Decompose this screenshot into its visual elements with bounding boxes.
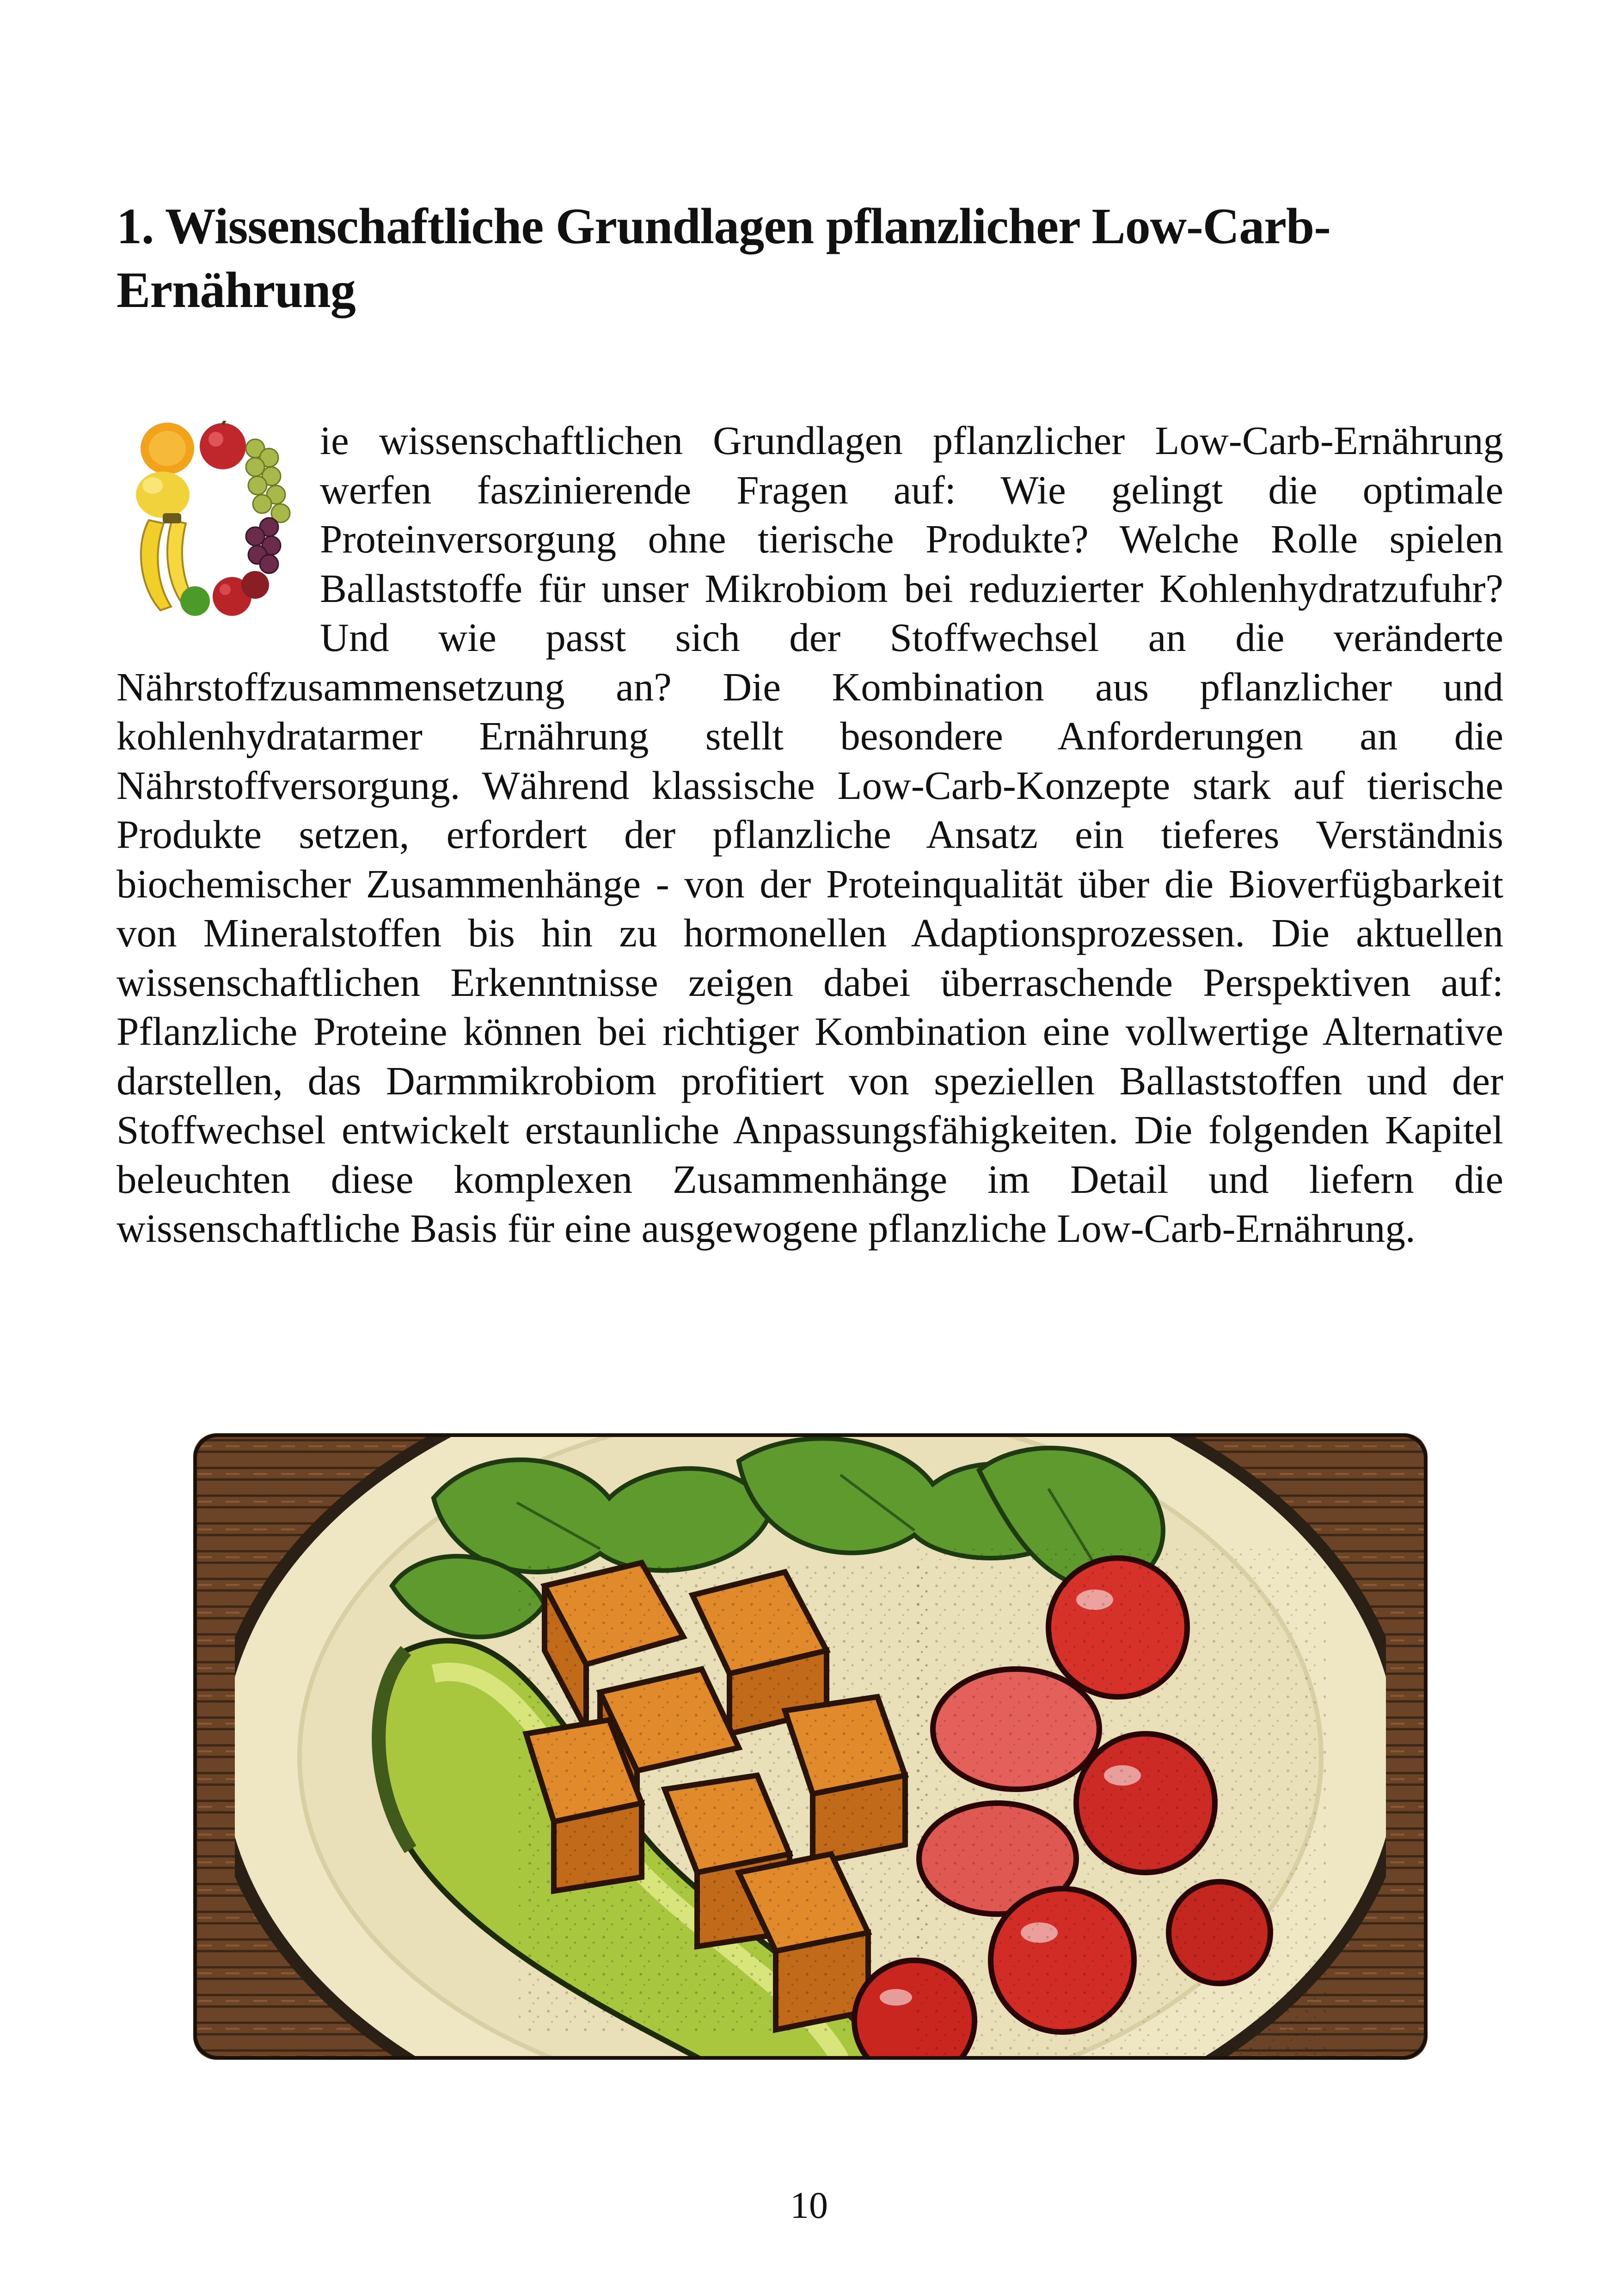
salad-bowl-illustration	[193, 1433, 1428, 2060]
intro-text: ie wissenschaftlichen Grundlagen pflanzlicher Low-Carb-Ernährung werfen faszinierende Fragen auf: Wie gelingt die optimale Proteinversorgung ohne tierische Produkte? Welche Rolle spielen Ballaststoffe für unser Mikrobiom bei reduzierter Kohlenhydratzufuhr? Und wie passt sich der Stoffwechsel an die veränderte Nährstoffzusammensetzung an? Die Kombination aus pflanzlicher und kohlenhydratarmer Ernährung stellt besondere Anforderungen an die Nährstoffversorgung. Während klassische Low-Carb-Konzepte stark auf tierische Produkte setzen, erfordert der pflanzliche Ansatz ein tieferes Verständnis biochemischer Zusammenhänge - von der Proteinqualität über die Bioverfügbarkeit von Mineralstoffen bis hin zu hormonellen Adaptionsprozessen. Die aktuellen wissenschaftlichen Erkenntnisse zeigen dabei überraschende Perspektiven auf: Pflanzliche Proteine können bei richtiger Kombination eine vollwertige Alternative darstellen, das Darmmikrobiom profitiert von speziellen Ballaststoffen und der Stoffwechsel entwickelt erstaunliche Anpassungsfähigkeiten. Die folgenden Kapitel beleuchten diese komplexen Zusammenhänge im Detail und liefern die wissenschaftliche Basis für eine ausgewogene pflanzliche Low-Carb-Ernährung.	[116, 418, 1503, 1251]
chapter-title: 1. Wissenschaftliche Grundlagen pflanzlicher Low-Carb-Ernährung	[116, 198, 1330, 318]
fruit-letter-icon	[116, 421, 320, 620]
page-number: 10	[790, 2184, 828, 2226]
intro-paragraph	[116, 416, 1503, 1253]
